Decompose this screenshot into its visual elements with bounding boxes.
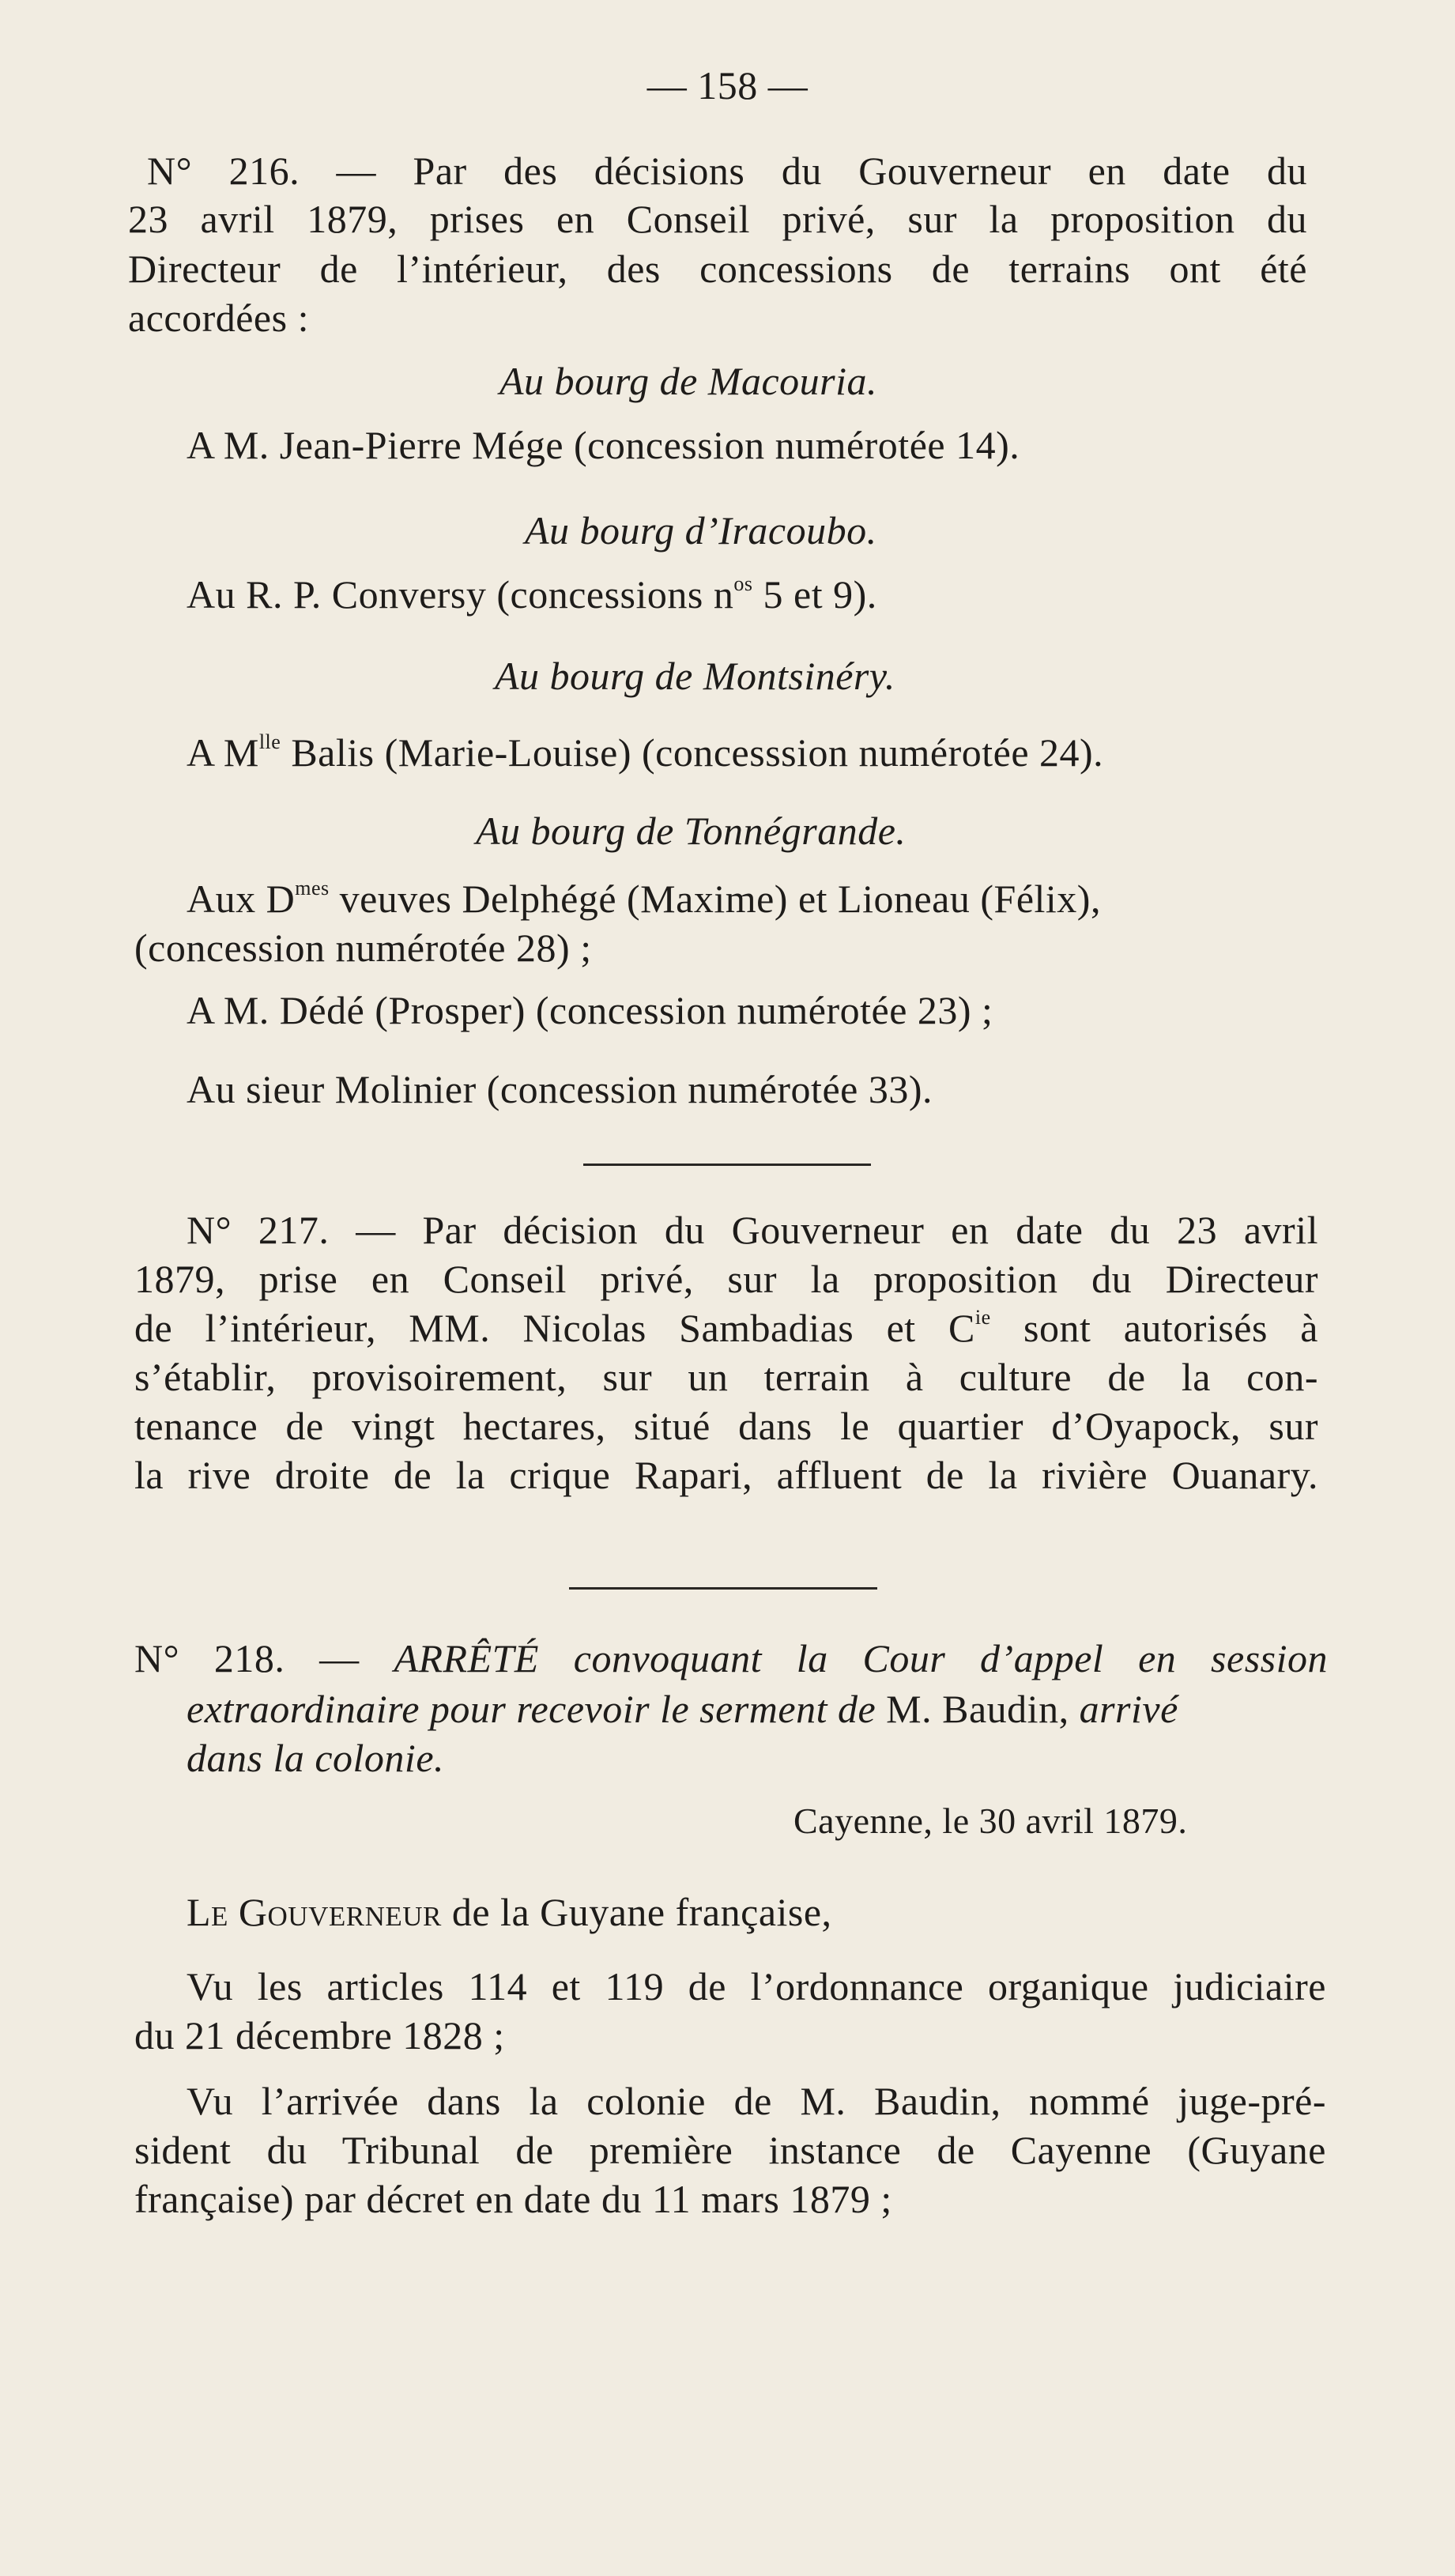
n217-line-3-sup: ie (974, 1306, 991, 1329)
gouverneur-rest: de la Guyane française, (441, 1890, 832, 1934)
dateline: Cayenne, le 30 avril 1879. (793, 1801, 1188, 1841)
grant-delphege-rest: veuves Delphégé (Maxime) et Lioneau (Félix), (329, 877, 1101, 921)
n218-title-line-2 (187, 1685, 1178, 1733)
grant-balis-rest: Balis (Marie-Louise) (concesssion numérotée 24). (281, 730, 1104, 775)
grant-conversy-text: Au R. P. Conversy (concessions n (187, 572, 734, 617)
n216-line-4: accordées : (128, 296, 309, 340)
grant-delphege-line-2: (concession numérotée 28) ; (134, 926, 592, 970)
heading-tonnegrande: Au bourg de Tonnégrande. (476, 809, 907, 853)
n218-title-part: extraordinaire pour recevoir le serment de (187, 1687, 876, 1731)
grant-dede: A M. Dédé (Prosper) (concession numérotée 23) ; (187, 988, 993, 1032)
grant-mege: A M. Jean-Pierre Mége (concession numérotée 14). (187, 423, 1020, 467)
n217-line-3-text: de l’intérieur, MM. Nicolas Sambadias et C (134, 1306, 975, 1350)
grant-balis-text: A M (187, 730, 259, 775)
grant-delphege (187, 875, 1101, 922)
vu-arrivee-line-3: française) par décret en date du 11 mars 1879 ; (134, 2177, 892, 2221)
n217-line-1: N° 217. — Par décision du Gouverneur en date du 23 avril (187, 1208, 1318, 1252)
grant-delphege-text: Aux D (187, 877, 296, 921)
gouverneur-line (187, 1888, 832, 1936)
n218-title-part-2: arrivé (1079, 1687, 1178, 1731)
n217-line-2: 1879, prise en Conseil privé, sur la proposition du Directeur (134, 1257, 1318, 1301)
heading-montsinery: Au bourg de Montsinéry. (495, 654, 895, 698)
vu-articles-line-1: Vu les articles 114 et 119 de l’ordonnance organique judiciaire (187, 1964, 1326, 2008)
n216-line-1: N° 216. — Par des décisions du Gouverneur en date du (147, 149, 1307, 193)
n217-line-4: s’établir, provisoirement, sur un terrain à culture de la con- (134, 1355, 1318, 1399)
page-number: — 158 — (646, 63, 809, 107)
grant-conversy (187, 571, 877, 618)
grant-molinier: Au sieur Molinier (concession numérotée 33). (187, 1067, 933, 1111)
heading-macouria: Au bourg de Macouria. (499, 359, 878, 403)
vu-arrivee-line-1: Vu l’arrivée dans la colonie de M. Baudin, nommé juge-pré- (187, 2079, 1326, 2123)
section-divider-1 (583, 1164, 871, 1166)
n217-line-3-rest: sont autorisés à (990, 1306, 1318, 1350)
section-divider-2 (569, 1587, 877, 1590)
n218-title-name: M. Baudin, (876, 1687, 1080, 1731)
vu-arrivee-line-2: sident du Tribunal de première instance de Cayenne (Guyane (134, 2128, 1326, 2172)
n218-number: N° 218. — (134, 1636, 360, 1680)
n216-line-2: 23 avril 1879, prises en Conseil privé, sur la proposition du (128, 197, 1307, 241)
n218-title-line-3: dans la colonie. (187, 1736, 445, 1780)
n216-line-3: Directeur de l’intérieur, des concessions de terrains ont été (128, 247, 1307, 291)
grant-delphege-sup: mes (295, 877, 330, 900)
grant-conversy-rest: 5 et 9). (752, 572, 877, 617)
n217-line-5: tenance de vingt hectares, situé dans le quartier d’Oyapock, sur (134, 1404, 1318, 1448)
n218-title: ARRÊTÉ convoquant la Cour d’appel en session (394, 1636, 1328, 1680)
n217-line-3 (134, 1304, 1318, 1352)
grant-balis (187, 729, 1103, 776)
vu-articles-line-2: du 21 décembre 1828 ; (134, 2013, 505, 2057)
grant-balis-sup: lle (258, 730, 281, 753)
n218-title-line-1 (134, 1635, 1328, 1682)
heading-iracoubo: Au bourg d’Iracoubo. (525, 508, 877, 553)
grant-conversy-sup: os (733, 572, 753, 595)
gouverneur-title: Le Gouverneur (187, 1890, 442, 1934)
n217-line-6: la rive droite de la crique Rapari, affluent de la rivière Ouanary. (134, 1453, 1318, 1497)
